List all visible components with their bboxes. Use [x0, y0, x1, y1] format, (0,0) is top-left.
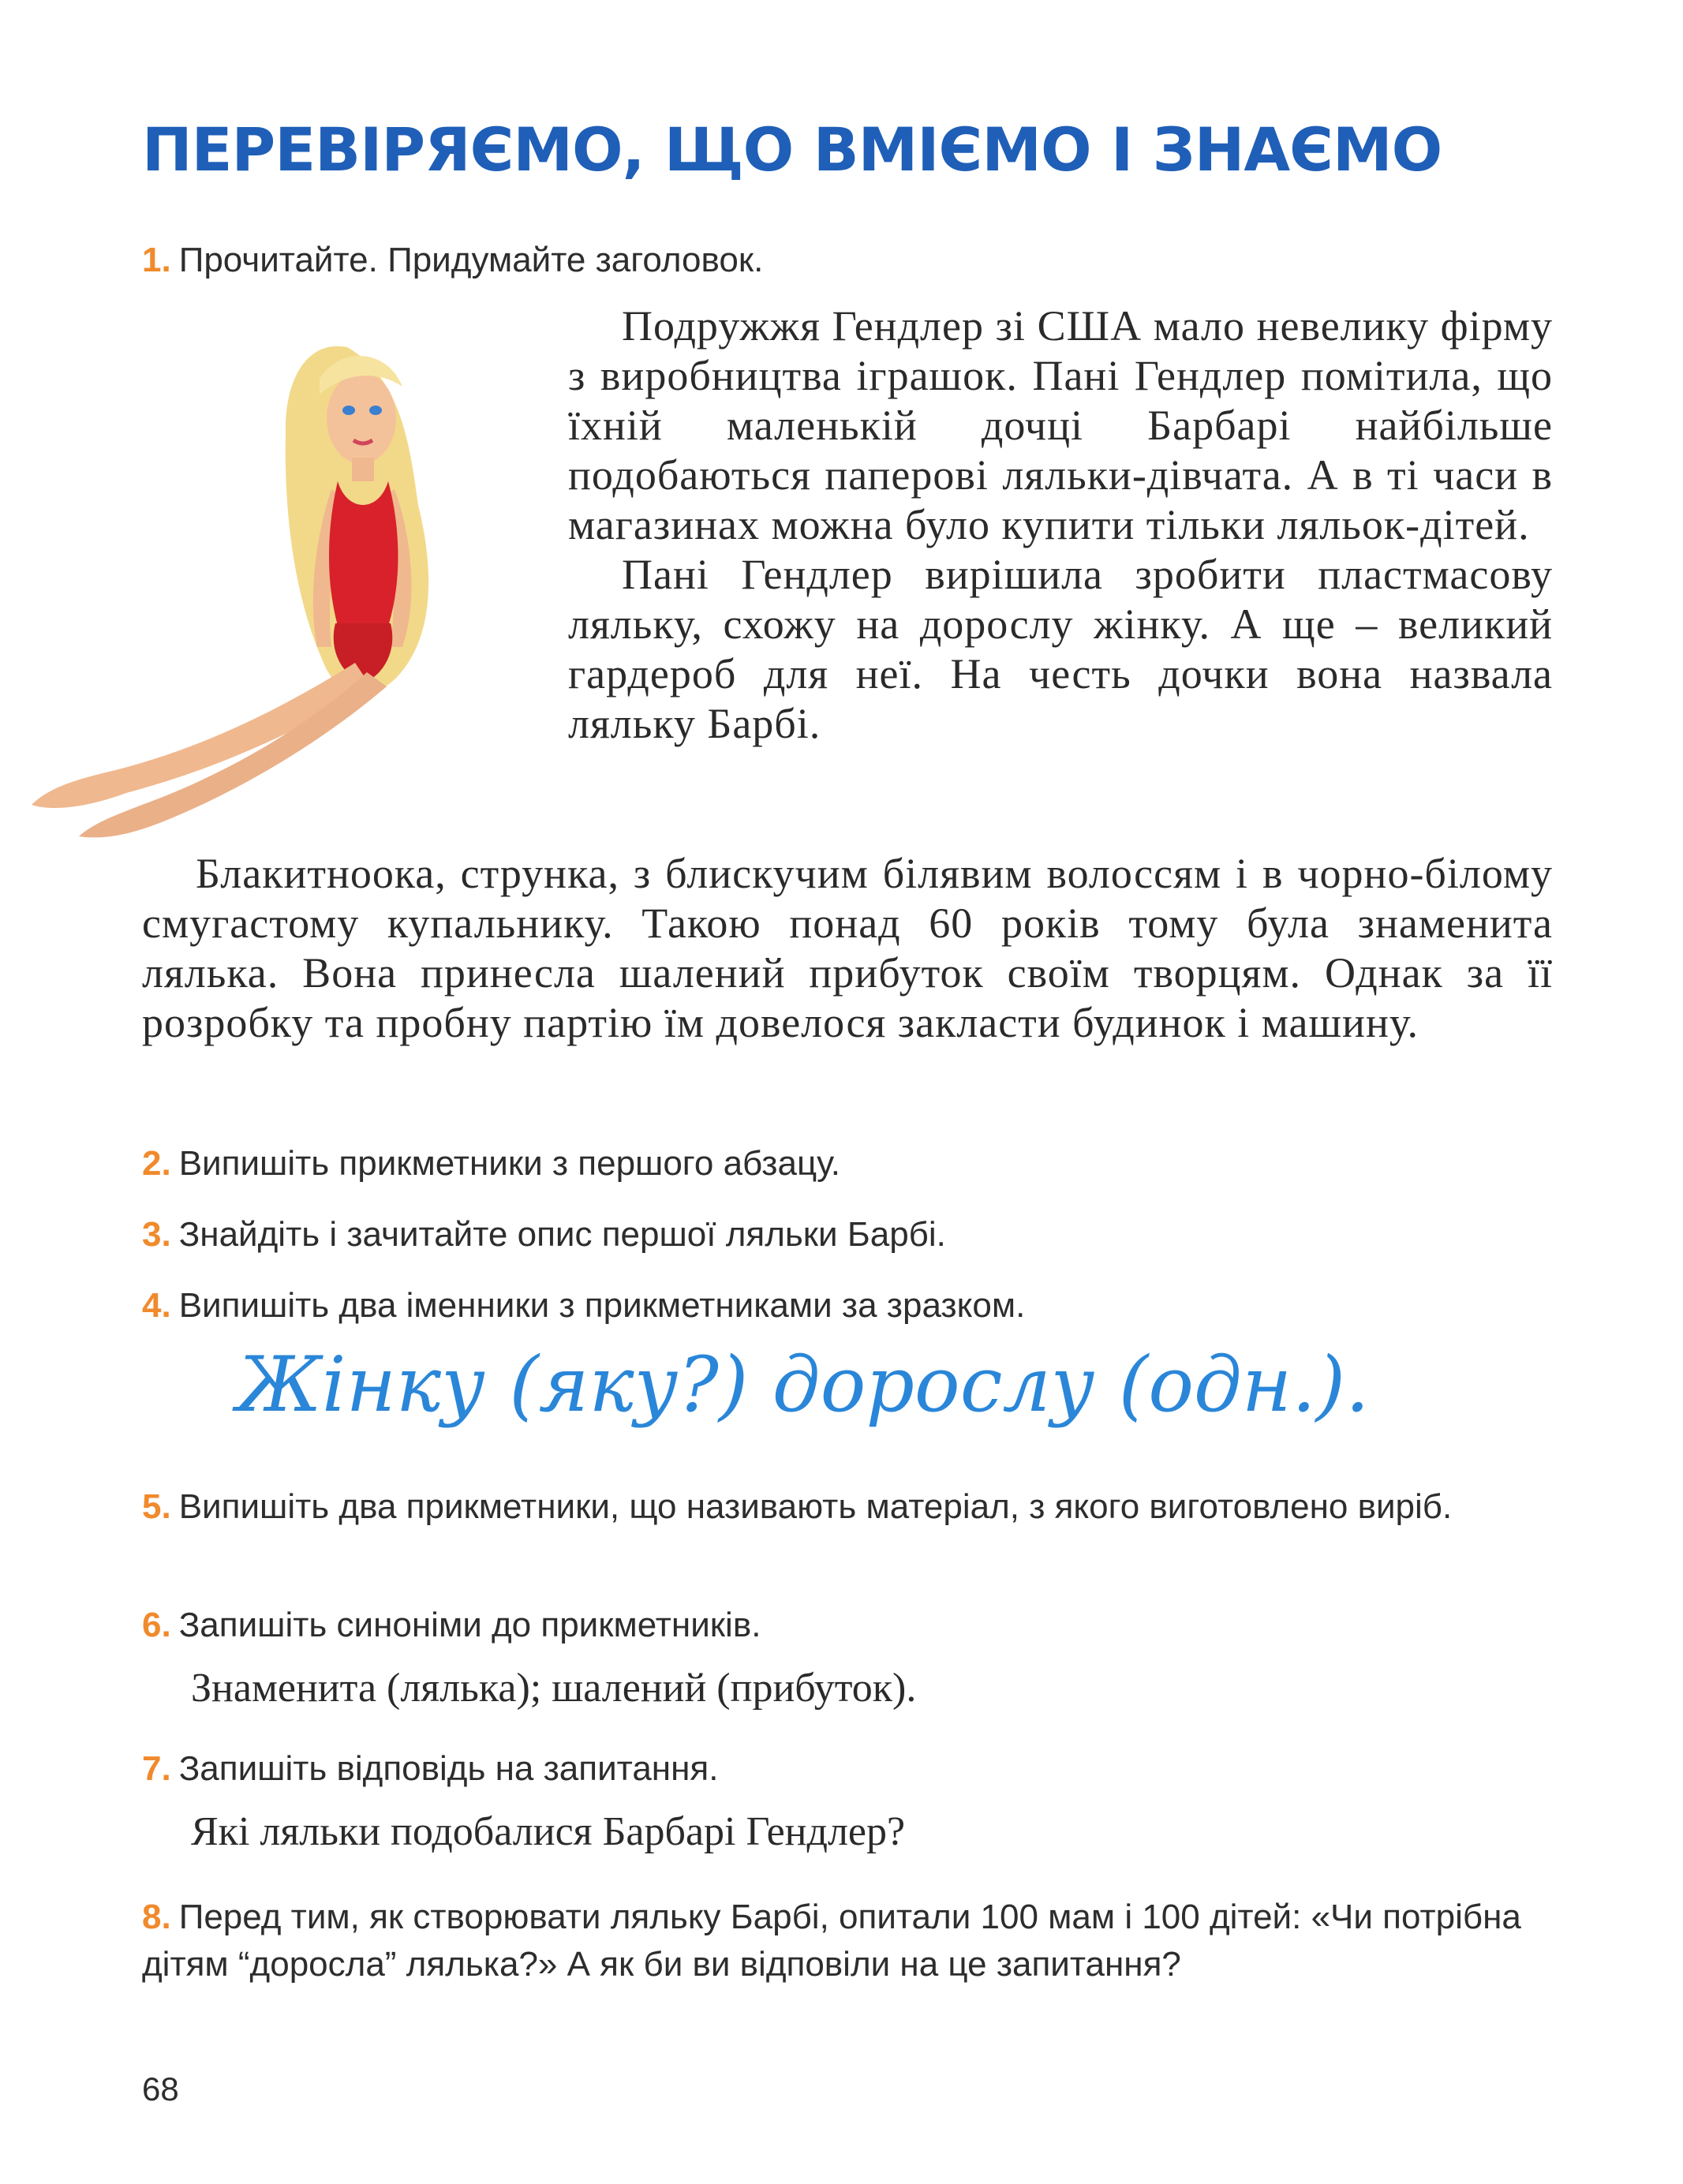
task-4 [142, 1282, 1562, 1329]
story-text-beside-image [568, 301, 1553, 749]
task-6 [142, 1602, 1562, 1649]
task-text: Знайдіть і зачитайте опис першої ляльки Барбі. [178, 1215, 946, 1254]
task-number: 2. [142, 1144, 171, 1183]
story-paragraph-2: Пані Гендлер вирішила зробити пластмасову ляльку, схожу на дорослу жінку. А ще – великий гардероб для неї. На честь дочки вона назвала ляльку Барбі. [568, 551, 1553, 747]
task-5 [142, 1483, 1554, 1531]
task-text: Запишіть синоніми до прикметників. [178, 1606, 761, 1644]
page-title: ПЕРЕВІРЯЄМО, ЩО ВМІЄМО І ЗНАЄМО [142, 114, 1442, 185]
task-number: 8. [142, 1898, 171, 1936]
task-2 [142, 1140, 1562, 1187]
barbie-doll-image [8, 331, 521, 844]
task-number: 1. [142, 241, 171, 279]
task-1 [142, 237, 1562, 284]
task-text: Випишіть два іменники з прикметниками за зразком. [178, 1286, 1026, 1325]
handwritten-sample: Жінку (яку?) дорослу (одн.). [237, 1341, 1370, 1429]
page-number: 68 [142, 2070, 179, 2107]
task-3 [142, 1211, 1562, 1258]
task-text: Перед тим, як створювати ляльку Барбі, опитали 100 мам і 100 дітей: «Чи потрібна дітям “доросла” лялька?» А як би ви відповіли на це запитання? [142, 1898, 1521, 1984]
task-text: Прочитайте. Придумайте заголовок. [178, 241, 764, 279]
task-7-question: Які ляльки подобалися Барбарі Гендлер? [191, 1809, 906, 1854]
task-number: 6. [142, 1606, 171, 1644]
task-6-words: Знаменита (лялька); шалений (прибуток). [191, 1666, 917, 1711]
task-7 [142, 1745, 1562, 1793]
story-text-full-width [142, 849, 1553, 1048]
task-text: Випишіть прикметники з першого абзацу. [178, 1144, 840, 1183]
task-number: 4. [142, 1286, 171, 1325]
task-number: 5. [142, 1487, 171, 1526]
task-text: Випишіть два прикметники, що називають матеріал, з якого виготовлено виріб. [178, 1487, 1453, 1526]
task-8 [142, 1894, 1554, 1988]
task-number: 3. [142, 1215, 171, 1254]
story-paragraph-3: Блакитноока, струнка, з блискучим білявим волоссям і в чорно-білому смугастому купальнику. Такою понад 60 років тому була знаменита лялька. Вона принесла шалений прибуток своїм творцям. Однак за її розробку та пробну партію їм довелося закласти будинок і машину. [142, 850, 1553, 1046]
task-text: Запишіть відповідь на запитання. [178, 1749, 719, 1788]
story-paragraph-1: Подружжя Гендлер зі США мало невелику фірму з виробництва іграшок. Пані Гендлер помітила, що їхній маленькій дочці Барбарі найбільше подобаються паперові ляльки-дівчата. А в ті часи в магазинах можна було купити тільки ляльок-дітей. [568, 302, 1553, 548]
task-number: 7. [142, 1749, 171, 1788]
